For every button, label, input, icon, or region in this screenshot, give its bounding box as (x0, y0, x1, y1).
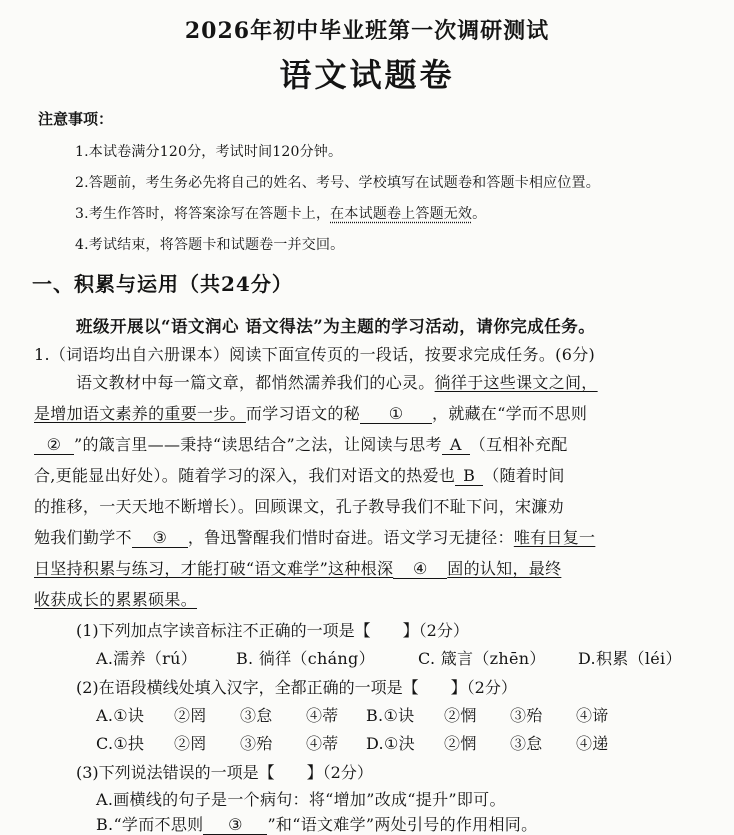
passage-text: ”的箴言里——秉持“读思结合”之法，让阅读与思考 (74, 435, 442, 454)
notice-item-3 (75, 203, 486, 223)
notice-label: 注意事项： (38, 110, 114, 128)
passage-text: 而学习语文的秘 (245, 404, 361, 423)
sub-question-2-stem: (2)在语段横线处填入汉字，全都正确的一项是【 】（2分） (76, 678, 517, 697)
sub1-option-d: D.积累（léi） (578, 649, 682, 668)
passage-text: （随着时间 (483, 466, 565, 485)
sub2-option-d-3: ③怠 (510, 734, 543, 753)
sub2-option-a-4: ④蒂 (306, 706, 339, 725)
sub3-option-b-text: B.“学而不思则 (96, 815, 204, 834)
notice-item-4: 4.考试结束，将答题卡和试题卷一并交回。 (75, 237, 345, 253)
passage-line-6 (34, 525, 595, 548)
blank-4: ④ (393, 559, 447, 579)
underlined-sentence: 日坚持积累与练习，才能打破“语文难学”这种根深 (34, 559, 394, 578)
passage-text: ，鲁迅警醒我们惜时奋进。语文学习无捷径： (187, 528, 514, 547)
passage-line-7 (34, 556, 561, 579)
notice-item-3-text: 3.考生作答时，将答案涂写在答题卡上， (75, 206, 331, 222)
sub2-option-b-3: ③殆 (510, 706, 543, 725)
underlined-sentence: 是增加语文素养的重要一步。 (34, 404, 246, 423)
notice-item-2: 2.答题前，考生务必先将自己的姓名、考号、学校填写在试题卷和答题卡相应位置。 (75, 175, 600, 191)
sub2-option-d-2: ②惘 (444, 734, 477, 753)
blank-A: A (442, 435, 470, 455)
blank-2: ② (34, 435, 74, 455)
sub2-option-b-4: ④谛 (576, 706, 609, 725)
passage-text: 语文教材中每一篇文章，都悄然濡养我们的心灵。 (76, 373, 435, 392)
underlined-sentence: 徜徉于这些课文之间， (434, 373, 598, 392)
underlined-sentence: 固的认知，最终 (447, 559, 562, 578)
passage-text: 勉我们勤学不 (34, 528, 132, 547)
sub2-option-c-2: ②罔 (174, 734, 207, 753)
sub3-option-b (96, 812, 537, 835)
sub2-option-b-1: B.①诀 (366, 706, 415, 725)
sub1-option-b: B. 徜徉（cháng） (236, 649, 375, 668)
underlined-sentence: 收获成长的累累硕果。 (34, 590, 198, 609)
passage-text: ，就藏在“学而不思则 (432, 404, 588, 423)
task-intro: 班级开展以“语文润心 语文得法”为主题的学习活动，请你完成任务。 (76, 317, 596, 336)
passage-line-5: 的推移，一天天地不断增长）。回顾课文，孔子教导我们不耻下问，宋濂劝 (34, 497, 564, 516)
blank-3: ③ (132, 528, 188, 548)
underlined-sentence: 唯有日复一 (513, 528, 596, 547)
question-1-stem: 1.（词语均出自六册课本）阅读下面宣传页的一段话，按要求完成任务。(6分) (34, 345, 596, 364)
sub3-option-b-text-end: ”和“语文难学”两处引号的作用相同。 (267, 815, 538, 834)
passage-line-2 (34, 401, 587, 424)
sub2-option-c-3: ③殆 (240, 734, 273, 753)
sub3-blank: ③ (203, 815, 267, 835)
sub2-option-d-4: ④递 (576, 734, 609, 753)
sub1-option-a: A.濡养（rú） (96, 649, 197, 668)
blank-1: ① (360, 404, 432, 424)
passage-line-1 (76, 370, 598, 393)
blank-B: B (455, 466, 483, 486)
passage-line-4 (34, 463, 565, 486)
paper-subtitle: 语文试题卷 (279, 56, 455, 94)
sub2-option-b-2: ②惘 (444, 706, 477, 725)
passage-line-3 (34, 432, 568, 455)
sub2-option-a-1: A.①诀 (96, 706, 145, 725)
exam-title: 2026年初中毕业班第一次调研测试 (184, 18, 550, 44)
sub2-option-c-4: ④蒂 (306, 734, 339, 753)
notice-item-3-emphasis: 在本试题卷上答题无效 (330, 206, 473, 222)
sub3-option-a: A.画横线的句子是一个病句：将“增加”改成“提升”即可。 (96, 790, 506, 809)
sub2-option-c-1: C.①抉 (96, 734, 145, 753)
sub-question-1-stem: (1)下列加点字读音标注不正确的一项是【 】（2分） (76, 621, 469, 640)
notice-item-3-end: 。 (472, 206, 487, 222)
sub2-option-a-3: ③怠 (240, 706, 273, 725)
passage-line-8 (34, 587, 197, 610)
notice-item-1: 1.本试卷满分120分，考试时间120分钟。 (75, 144, 343, 160)
sub2-option-a-2: ②罔 (174, 706, 207, 725)
section-heading: 一、积累与运用（共24分） (32, 272, 293, 296)
sub2-option-d-1: D.①決 (366, 734, 415, 753)
sub-question-3-stem: (3)下列说法错误的一项是【 】（2分） (76, 763, 373, 782)
passage-text: （互相补充配 (469, 435, 568, 454)
passage-text: 合,更能显出好处）。随着学习的深入，我们对语文的热爱也 (34, 466, 456, 485)
sub1-option-c: C. 箴言（zhēn） (418, 649, 546, 668)
